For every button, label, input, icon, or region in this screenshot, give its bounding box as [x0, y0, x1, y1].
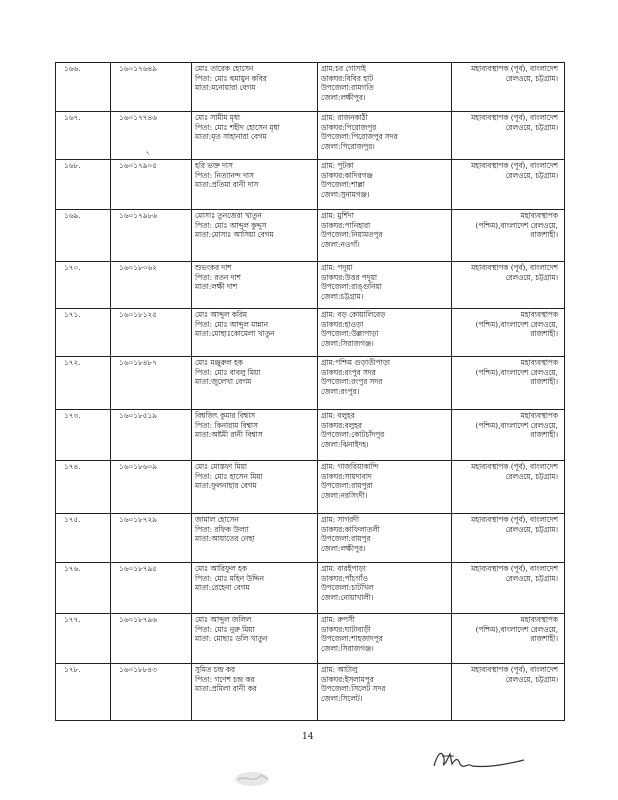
- serial-cell: [56, 614, 111, 664]
- person-cell: [192, 614, 318, 664]
- posting-cell: [452, 160, 565, 210]
- person-cell: [192, 309, 318, 357]
- candidate-table-body: [56, 63, 565, 721]
- candidate-name: মোঃ মঞ্জুরুল হক: [195, 358, 243, 367]
- address-line: জেলা:নরসিংদী।: [321, 490, 368, 500]
- address-line: ডাকঘর:কাদিরগঞ্জ: [321, 170, 373, 180]
- roll-cell: [111, 664, 192, 721]
- person-cell: [192, 210, 318, 262]
- address-cell: [318, 112, 452, 160]
- serial-number: ১৭৪.: [64, 462, 81, 471]
- roll-cell: [111, 112, 192, 160]
- address-line: উপজেলা:চাটখিল: [321, 583, 374, 593]
- roll-cell: [111, 461, 192, 514]
- candidate-name: বিশ্বজিৎ কুমার বিশ্বাস: [195, 411, 256, 420]
- serial-number: ১৭৫.: [64, 515, 81, 524]
- serial-cell: [56, 309, 111, 357]
- roll-number: ১৬০১৮৪৮৭: [119, 358, 157, 367]
- address-cell: [318, 614, 452, 664]
- address-line: গ্রাম: রুপসী: [321, 615, 355, 624]
- posting-office: মহাব্যবস্থাপক (পশ্চিম),বাংলাদেশ রেলওয়ে, রাজশাহী।: [475, 615, 558, 644]
- address-line: গ্রাম: বলুহর: [321, 411, 355, 420]
- address-cell: [318, 514, 452, 563]
- serial-cell: [56, 563, 111, 614]
- address-cell: [318, 309, 452, 357]
- mother-name: মাতা:মনোয়ারা বেগম: [195, 83, 256, 93]
- address-line: উপজেলা:সিলেট সদর: [321, 684, 386, 694]
- candidate-name: মোঃ আব্দুল জলিল: [195, 615, 252, 624]
- posting-cell: [452, 563, 565, 614]
- table-row: [56, 63, 565, 112]
- table-row: [56, 563, 565, 614]
- address-line: জেলা:সিরাজগঞ্জ।: [321, 643, 374, 653]
- address-line: উপজেলা:রায়পুরা: [321, 481, 373, 491]
- address-line: গ্রাম: পদুয়া: [321, 263, 353, 272]
- address-line: ডাকঘর:রংপুর সদর: [321, 367, 376, 377]
- serial-number: ১৭০.: [64, 263, 81, 272]
- roll-cell: [111, 160, 192, 210]
- roll-cell: [111, 410, 192, 461]
- roll-cell: [111, 63, 192, 112]
- father-name: পিতা: রফিক উল্যা: [195, 524, 249, 534]
- roll-number: ১৬০১৮৬০৯: [119, 462, 157, 471]
- person-cell: [192, 63, 318, 112]
- address-line: জেলা:লক্ষীপুর।: [321, 543, 366, 553]
- roll-number: ১৬০১৮০৬২: [119, 263, 157, 272]
- table-row: [56, 160, 565, 210]
- address-line: জেলা:ঝিনাইদহ।: [321, 439, 369, 449]
- serial-cell: [56, 461, 111, 514]
- table-row: [56, 112, 565, 160]
- address-cell: [318, 410, 452, 461]
- father-name: পিতা: মোঃ শহীদ হোসেন মৃধা: [195, 122, 280, 132]
- person-cell: [192, 664, 318, 721]
- address-line: ডাকঘর:কাফিলাতলী: [321, 524, 380, 534]
- roll-cell: [111, 262, 192, 309]
- serial-cell: [56, 210, 111, 262]
- posting-office: মহাব্যবস্থাপক (পূর্ব), বাংলাদেশ রেলওয়ে, চট্টগ্রাম।: [471, 161, 558, 180]
- person-cell: [192, 112, 318, 160]
- serial-number: ১৬৬.: [64, 64, 81, 73]
- address-line: উপজেলা:রায়পুর: [321, 534, 371, 544]
- roll-number: ১৬০১৭৯০৫: [119, 161, 157, 170]
- serial-cell: [56, 664, 111, 721]
- address-cell: [318, 160, 452, 210]
- posting-office: মহাব্যবস্থাপক (পূর্ব), বাংলাদেশ রেলওয়ে, চট্টগ্রাম।: [471, 515, 558, 534]
- candidate-name: মোঃ সামীম মৃধা: [195, 113, 241, 122]
- address-cell: [318, 357, 452, 410]
- table-row: [56, 309, 565, 357]
- table-row: [56, 514, 565, 563]
- father-name: পিতা: মোঃ নুরু মিয়া: [195, 624, 255, 634]
- father-name: পিতা: নিত্যানন্দ দাস: [195, 170, 254, 180]
- posting-cell: [452, 262, 565, 309]
- address-cell: [318, 262, 452, 309]
- roll-number: ১৬০১৮৭২৯: [119, 515, 157, 524]
- address-line: জেলা:নওগাঁ।: [321, 239, 360, 249]
- father-name: পিতা: মোঃ বাবলু মিয়া: [195, 367, 261, 377]
- mother-name: মাতা:জুলেখা বেগম: [195, 377, 252, 387]
- person-cell: [192, 262, 318, 309]
- person-cell: [192, 563, 318, 614]
- address-line: জেলা:রংপুর।: [321, 386, 360, 396]
- address-line: উপজেলা:নিয়ামতপুর: [321, 230, 383, 240]
- person-cell: [192, 160, 318, 210]
- serial-cell: [56, 112, 111, 160]
- table-row: [56, 210, 565, 262]
- address-line: উপজেলা:উল্লাপাড়া: [321, 329, 379, 339]
- roll-cell: [111, 210, 192, 262]
- serial-cell: [56, 262, 111, 309]
- signature-image: [428, 744, 528, 774]
- mother-name: মাতা:ফুলনাহার বেগম: [195, 481, 257, 491]
- table-row: [56, 614, 565, 664]
- posting-office: মহাব্যবস্থাপক (পশ্চিম),বাংলাদেশ রেলওয়ে, রাজশাহী।: [475, 310, 558, 339]
- address-line: গ্রাম: পুটকা: [321, 161, 354, 170]
- serial-number: ১৭১.: [64, 310, 81, 319]
- roll-cell: [111, 357, 192, 410]
- address-line: জেলা:লক্ষীপুর।: [321, 92, 366, 102]
- serial-number: ১৬৮.: [64, 161, 81, 170]
- serial-number: ১৭৩.: [64, 411, 81, 420]
- table-row: [56, 357, 565, 410]
- roll-number: ১৬০১৮৭৯৫: [119, 564, 157, 573]
- person-cell: [192, 410, 318, 461]
- posting-office: মহাব্যবস্থাপক (পূর্ব), বাংলাদেশ রেলওয়ে, চট্টগ্রাম।: [471, 462, 558, 481]
- posting-office: মহাব্যবস্থাপক (পশ্চিম),বাংলাদেশ রেলওয়ে, রাজশাহী।: [475, 411, 558, 440]
- roll-number: ১৬০১৮৭৯৬: [119, 615, 157, 624]
- father-name: পিতা: মোঃ আব্দুল মান্নান: [195, 319, 268, 329]
- mother-name: মাতা: মোছাঃ ডলি খাতুন: [195, 634, 268, 644]
- posting-cell: [452, 614, 565, 664]
- serial-number: ১৬৯.: [64, 211, 81, 220]
- posting-cell: [452, 63, 565, 112]
- table-row: [56, 410, 565, 461]
- roll-number: ১৬০১৮১২৫: [119, 310, 157, 319]
- person-cell: [192, 357, 318, 410]
- address-line: উপজেলা:পিরোজপুর সদর: [321, 132, 398, 142]
- address-line: ডাকঘর:পানিহারা: [321, 220, 371, 230]
- address-line: উপজেলা:শাহজাদপুর: [321, 634, 383, 644]
- posting-office: মহাব্যবস্থাপক (পূর্ব), বাংলাদেশ রেলওয়ে, চট্টগ্রাম।: [471, 263, 558, 282]
- roll-number: ১৬০১৮৫১৯: [119, 411, 157, 420]
- roll-cell: [111, 309, 192, 357]
- roll-cell: [111, 514, 192, 563]
- address-line: ডাকঘর:বলুহর: [321, 420, 362, 430]
- candidate-name: মোঃ মোস্তফা মিয়া: [195, 462, 248, 471]
- serial-number: ১৭৬.: [64, 564, 81, 573]
- father-name: পিতা: মোঃ হুমায়ুন কবির: [195, 73, 267, 83]
- address-line: ডাকঘর:বিবির হাট: [321, 73, 374, 83]
- serial-cell: [56, 160, 111, 210]
- roll-number: ১৬০১৭৬৪৯: [119, 64, 157, 73]
- person-cell: [192, 514, 318, 563]
- table-row: [56, 664, 565, 721]
- roll-number: ১৬০১৭৭৪৬: [119, 113, 157, 122]
- address-line: গ্রাম: মুর্শিদা: [321, 211, 354, 220]
- roll-number: ১৬০১৭৯৮৬: [119, 211, 157, 220]
- posting-office: মহাব্যবস্থাপক (পূর্ব), বাংলাদেশ রেলওয়ে, চট্টগ্রাম।: [471, 113, 558, 132]
- posting-cell: [452, 210, 565, 262]
- serial-number: ১৭৭.: [64, 615, 81, 624]
- posting-cell: [452, 410, 565, 461]
- serial-cell: [56, 357, 111, 410]
- posting-office: মহাব্যবস্থাপক (পূর্ব), বাংলাদেশ রেলওয়ে, চট্টগ্রাম।: [471, 564, 558, 583]
- table-row: [56, 262, 565, 309]
- address-cell: [318, 563, 452, 614]
- father-name: পিতা: রতন দাশ: [195, 272, 241, 282]
- address-line: ডাকঘর:হাওড়া: [321, 319, 364, 329]
- address-line: গ্রাম: রাজনকাঠী: [321, 113, 368, 122]
- posting-cell: [452, 357, 565, 410]
- page-number: 14: [302, 732, 314, 742]
- mother-name: মাতা:মোছাঃকোমেলা খাতুন: [195, 329, 275, 339]
- candidate-name: মোসাঃ তুনজেরা খাতুন: [195, 211, 262, 220]
- serial-number: ১৭৮.: [64, 665, 81, 674]
- father-name: পিতা: কিনারাম বিশ্বাস: [195, 420, 258, 430]
- table-row: [56, 461, 565, 514]
- address-cell: [318, 210, 452, 262]
- mother-name: মাতা:অষ্টমী রানী বিশ্বাস: [195, 430, 263, 440]
- address-cell: [318, 63, 452, 112]
- address-line: জেলা:সিলেট।: [321, 693, 363, 703]
- address-line: ডাকঘর:সায়দাবাদ: [321, 471, 372, 481]
- posting-office: মহাব্যবস্থাপক (পশ্চিম),বাংলাদেশ রেলওয়ে, রাজশাহী।: [475, 211, 558, 240]
- father-name: পিতা: মোঃ হাসেন মিয়া: [195, 471, 263, 481]
- posting-cell: [452, 461, 565, 514]
- candidate-table: [55, 62, 565, 721]
- posting-office: মহাব্যবস্থাপক (পূর্ব), বাংলাদেশ রেলওয়ে, চট্টগ্রাম।: [471, 665, 558, 684]
- address-line: গ্রাম: আটালু: [321, 665, 358, 674]
- address-line: ডাকঘর:ঘাটাবাড়ী: [321, 624, 371, 634]
- serial-cell: [56, 63, 111, 112]
- mother-name: মাতা:আয়াতের নেছা: [195, 534, 255, 544]
- address-line: জেলা:নোয়াখালী।: [321, 592, 374, 602]
- address-line: উপজেলা:রামগতি: [321, 83, 374, 93]
- mother-name: মাতা:প্রতিমা রানী দাস: [195, 180, 259, 190]
- posting-office: মহাব্যবস্থাপক (পূর্ব), বাংলাদেশ রেলওয়ে, চট্টগ্রাম।: [471, 64, 558, 83]
- posting-cell: [452, 112, 565, 160]
- candidate-name: জামাল হোসেন: [195, 515, 239, 524]
- mother-name: মাতা:প্রমিলা রানী কর: [195, 684, 257, 694]
- address-line: উপজেলা:কোটচাঁদপুর: [321, 430, 385, 440]
- posting-cell: [452, 664, 565, 721]
- address-line: উপজেলা:রাঙ্গুনিয়া: [321, 282, 382, 292]
- roll-cell: [111, 614, 192, 664]
- address-line: গ্রাম:পশ্চিম গুড়াতীপাড়া: [321, 358, 391, 367]
- address-line: জেলা:চট্টগ্রাম।: [321, 291, 364, 301]
- roll-cell: [111, 563, 192, 614]
- posting-cell: [452, 514, 565, 563]
- mother-name: মাতা:লক্ষী দাশ: [195, 282, 238, 292]
- address-cell: [318, 664, 452, 721]
- address-line: জেলা:পিরোজপুর।: [321, 141, 375, 151]
- serial-cell: [56, 514, 111, 563]
- mother-name: মাতা:মৃত সাহানারা বেগম: [195, 132, 267, 142]
- stamp-smudge-image: [232, 768, 272, 790]
- address-line: ডাকঘর:উত্তর পদুয়া: [321, 272, 378, 282]
- mother-name: মাতা:মোসাঃ আসিয়া বেগম: [195, 230, 274, 240]
- address-line: গ্রাম: বড় কোয়ালিবেড়: [321, 310, 386, 319]
- person-cell: [192, 461, 318, 514]
- candidate-name: সুমিত চন্দ্র কর: [195, 665, 236, 674]
- candidate-name: মোঃ তারেক হোসেন: [195, 64, 254, 73]
- mother-name: মাতা:রেহেনা বেগম: [195, 583, 250, 593]
- serial-number: ১৭২.: [64, 358, 81, 367]
- address-line: উপজেলা:রংপুর সদর: [321, 377, 383, 387]
- father-name: পিতা: মোঃ আব্দুল কুদ্দুস: [195, 220, 267, 230]
- address-line: গ্রাম: বারইপাড়া: [321, 564, 366, 573]
- address-line: গ্রাম: সাগরদী: [321, 515, 360, 524]
- address-line: জেলা:সুনামগঞ্জ।: [321, 189, 370, 199]
- candidate-name: মোঃ আরিফুল হক: [195, 564, 247, 573]
- posting-cell: [452, 309, 565, 357]
- posting-office: মহাব্যবস্থাপক (পশ্চিম),বাংলাদেশ রেলওয়ে, রাজশাহী।: [475, 358, 558, 387]
- candidate-name: শুভংকর দাশ: [195, 263, 232, 272]
- address-line: ডাকঘর:পিরোজপুর: [321, 122, 377, 132]
- address-line: জেলা:সিরাজগঞ্জ।: [321, 338, 374, 348]
- serial-number: ১৬৭.: [64, 113, 81, 122]
- candidate-name: মোঃ আব্দুল করিম: [195, 310, 247, 319]
- address-line: ডাকঘর:পাঁচগাঁও: [321, 573, 368, 583]
- address-line: গ্রাম:চর গোসাই: [321, 64, 366, 73]
- address-line: ডাকঘর:ইসলামপুর: [321, 674, 374, 684]
- father-name: পিতা: মোঃ মহিন উদ্দিন: [195, 573, 264, 583]
- address-cell: [318, 461, 452, 514]
- serial-cell: [56, 410, 111, 461]
- ink-mark: ৲: [146, 147, 151, 155]
- address-line: উপজেলা:শাল্লা: [321, 180, 365, 190]
- candidate-name: হরি ভক্ত দাস: [195, 161, 233, 170]
- roll-number: ১৬০১৮৮৪৩: [119, 665, 157, 674]
- address-line: গ্রাম: গাজরিয়াকান্দি: [321, 462, 379, 471]
- father-name: পিতা: গণেশ চন্দ্র কর: [195, 674, 255, 684]
